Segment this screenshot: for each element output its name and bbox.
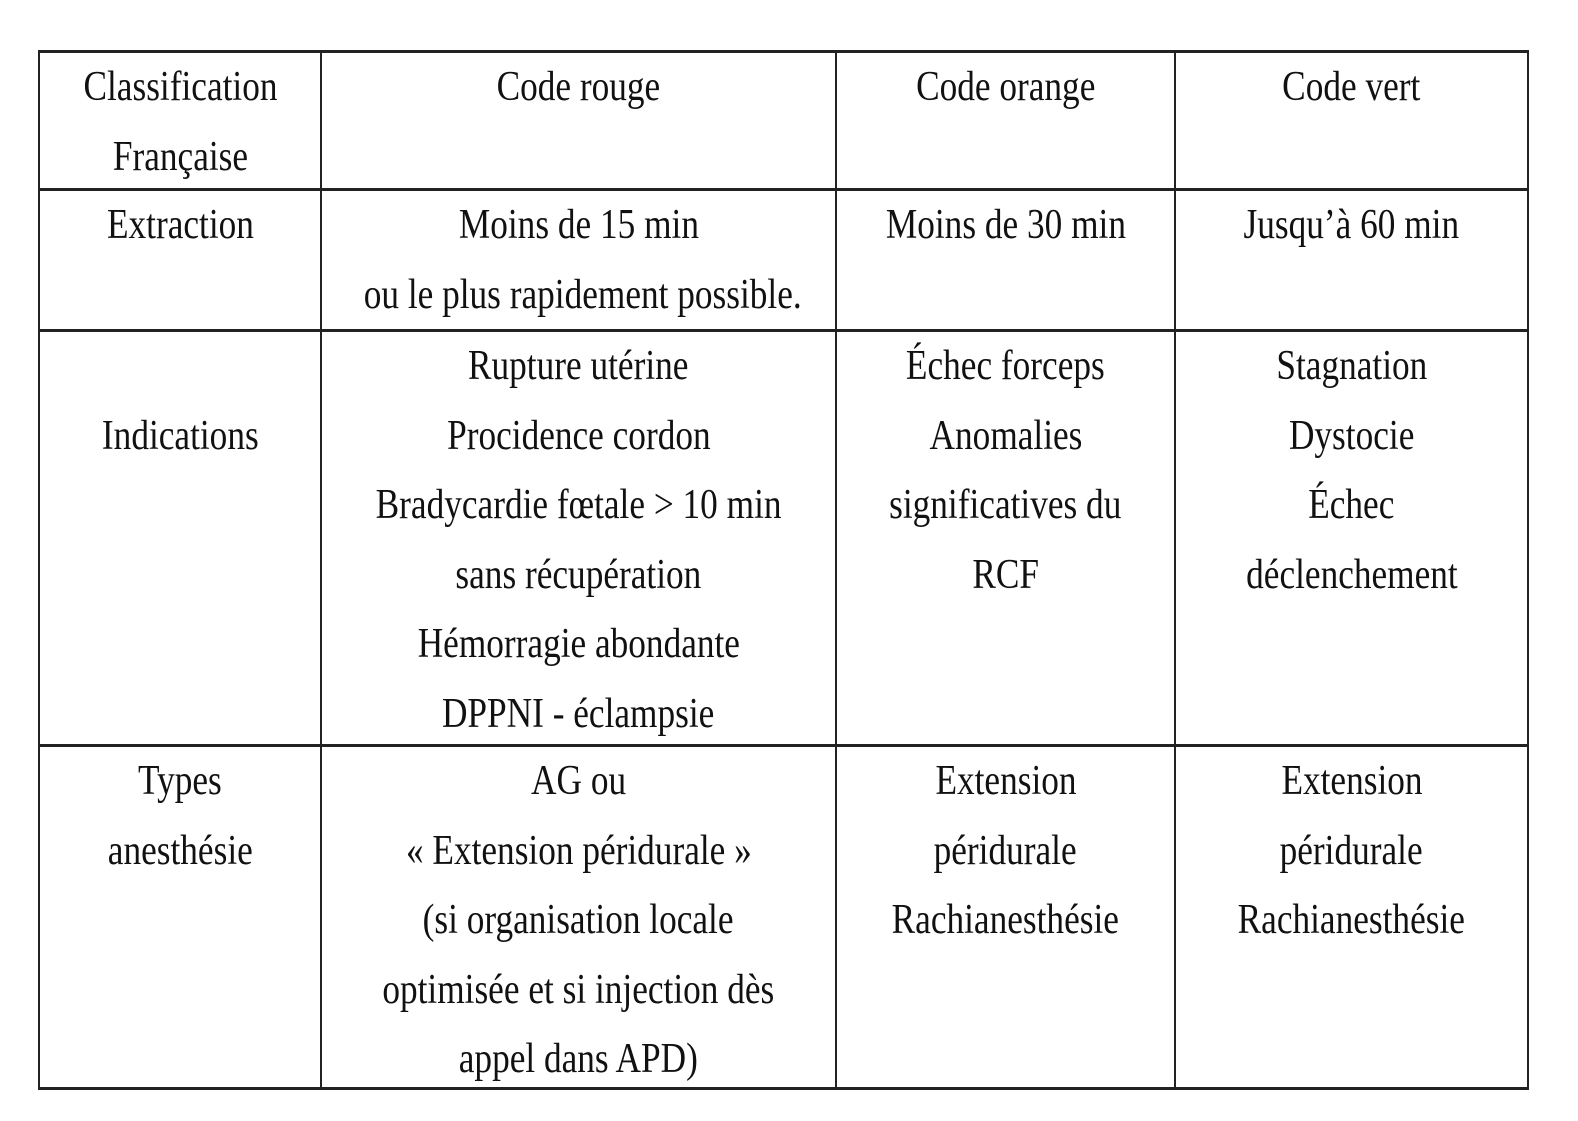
cell-line: sans récupération — [455, 551, 702, 598]
cell-line: Dystocie — [1288, 412, 1415, 459]
cell-line: Code orange — [915, 64, 1096, 110]
table-border-right — [1527, 50, 1529, 1090]
cell-line: Procidence cordon — [446, 412, 711, 459]
cell-line: Stagnation — [1276, 343, 1427, 389]
table-border-bottom — [38, 1087, 1529, 1090]
cell-line: Types — [138, 758, 222, 804]
cell-line: Rupture utérine — [468, 343, 689, 389]
cell-line: Extension — [934, 758, 1077, 804]
cell-indications-orange — [837, 332, 1174, 744]
cell-line: « Extension péridurale » — [405, 827, 752, 874]
cell-anesthesie-rouge — [322, 747, 835, 1087]
cell-extraction-orange — [837, 191, 1174, 329]
cell-anesthesie-vert — [1176, 747, 1527, 1087]
cell-line: DPPNI - éclampsie — [442, 690, 715, 737]
cell-line: Extraction — [106, 202, 254, 248]
cell-line: Classification — [82, 64, 278, 110]
cell-line: péridurale — [933, 827, 1078, 874]
header-cell-classification — [40, 53, 320, 188]
cell-line: significatives du — [889, 482, 1122, 528]
cell-line: appel dans APD) — [458, 1036, 699, 1082]
cell-line: Indications — [101, 412, 259, 459]
cell-line: péridurale — [1279, 827, 1424, 874]
cell-line: Moins de 30 min — [885, 202, 1126, 248]
header-cell-code-vert — [1176, 53, 1527, 188]
cell-line: Anomalies — [929, 412, 1082, 459]
cell-line: ou le plus rapidement possible. — [363, 271, 802, 318]
cell-line: Hémorragie abondante — [417, 621, 740, 667]
cell-indications-vert — [1176, 332, 1527, 744]
cell-line: Code vert — [1282, 64, 1421, 110]
row-label-types-anesthesie — [40, 747, 320, 1087]
cell-line: Jusqu’à 60 min — [1243, 202, 1460, 248]
cell-line: Échec forceps — [906, 343, 1105, 389]
cell-line: Code rouge — [496, 64, 661, 110]
cell-line: AG ou — [530, 758, 627, 804]
cell-indications-rouge — [322, 332, 835, 744]
classification-table — [38, 50, 1529, 1090]
row-label-indications — [40, 332, 320, 744]
cell-line: Bradycardie fœtale > 10 min — [375, 482, 782, 528]
cell-extraction-rouge — [322, 191, 835, 329]
cell-line: Rachianesthésie — [891, 897, 1120, 943]
cell-extraction-vert — [1176, 191, 1527, 329]
cell-line: Extension — [1280, 758, 1423, 804]
row-label-extraction — [40, 191, 320, 329]
header-cell-code-rouge — [322, 53, 835, 188]
cell-line: Moins de 15 min — [458, 202, 699, 248]
cell-line: RCF — [972, 551, 1039, 598]
cell-line: Française — [112, 133, 248, 180]
header-cell-code-orange — [837, 53, 1174, 188]
cell-line: optimisée et si injection dès — [382, 966, 775, 1013]
cell-anesthesie-orange — [837, 747, 1174, 1087]
cell-line: (si organisation locale — [423, 897, 734, 943]
cell-line: déclenchement — [1245, 551, 1458, 598]
cell-line: Échec — [1308, 482, 1395, 528]
cell-line: Rachianesthésie — [1237, 897, 1466, 943]
cell-line: anesthésie — [107, 827, 253, 874]
